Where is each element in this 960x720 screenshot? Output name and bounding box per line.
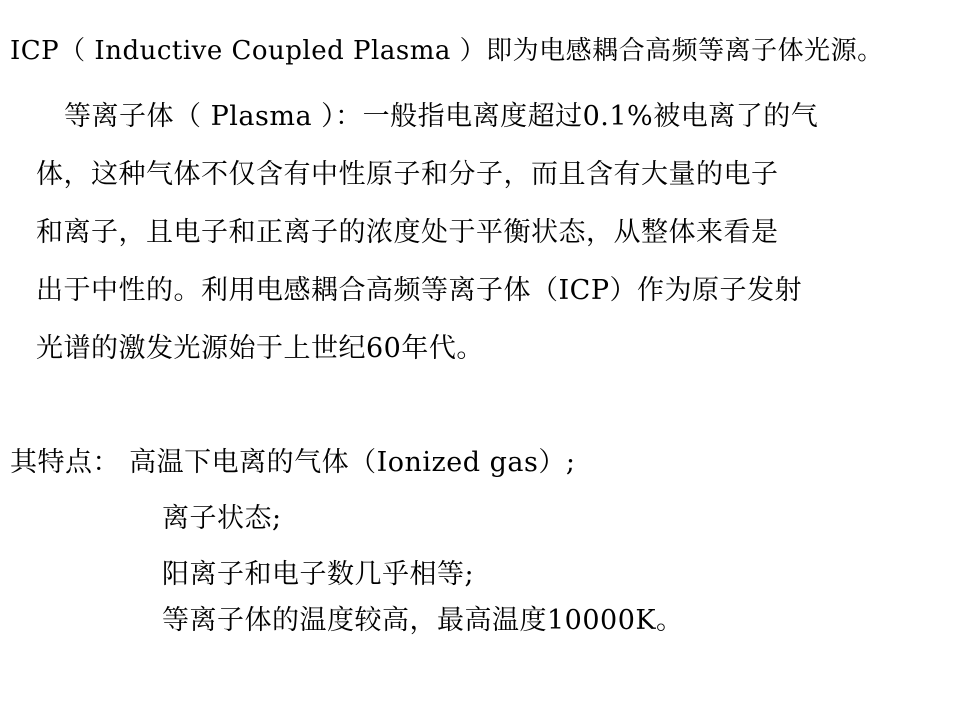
definition-line: 光谱的激发光源始于上世纪60年代。	[36, 333, 484, 364]
definition-line: 和离子，且电子和正离子的浓度处于平衡状态，从整体来看是	[36, 217, 779, 248]
definition-line: 体，这种气体不仅含有中性原子和分子，而且含有大量的电子	[36, 159, 779, 190]
features-intro: 其特点： 高温下电离的气体（Ionized gas）;	[10, 447, 576, 478]
definition-line: 出于中性的。利用电感耦合高频等离子体（ICP）作为原子发射	[36, 275, 802, 306]
icp-heading: ICP（ Inductive Coupled Plasma ）即为电感耦合高频等离子体光源。	[10, 36, 884, 66]
feature-item: 阳离子和电子数几乎相等;	[162, 559, 475, 590]
feature-item: 等离子体的温度较高，最高温度10000K。	[162, 605, 684, 636]
feature-item: 离子状态;	[162, 503, 282, 534]
definition-line: 等离子体（ Plasma ）：一般指电离度超过0.1%被电离了的气	[64, 101, 819, 132]
